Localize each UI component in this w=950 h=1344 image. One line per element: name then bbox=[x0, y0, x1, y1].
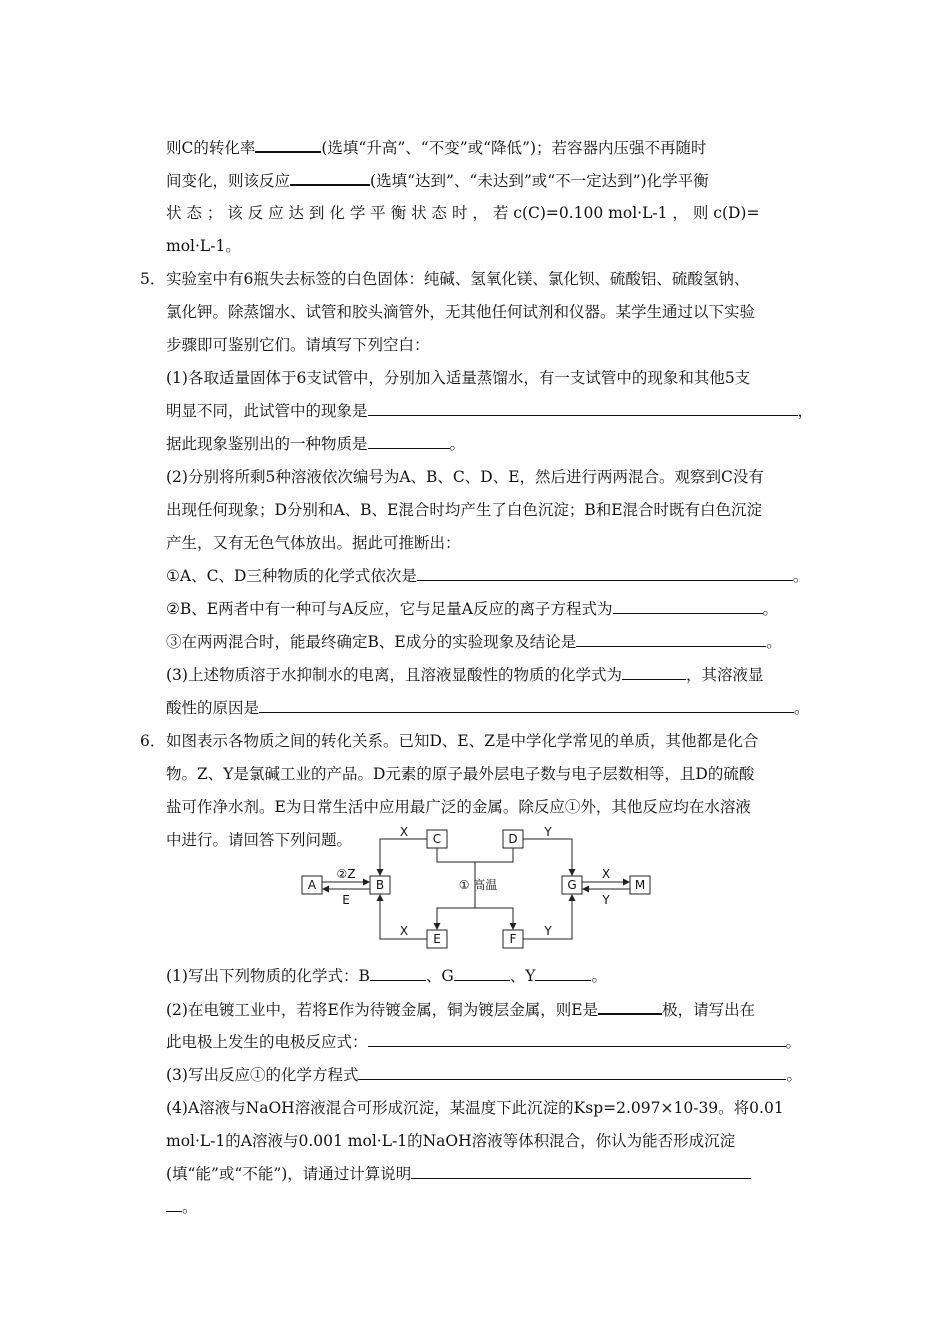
answer-blank[interactable] bbox=[368, 401, 798, 416]
svg-text:G: G bbox=[567, 878, 577, 892]
q6-part4-line-3: (填“能”或“不能”)，请通过计算说明 bbox=[166, 1164, 811, 1184]
answer-blank[interactable] bbox=[255, 137, 321, 153]
svg-text:E: E bbox=[342, 893, 350, 907]
q5-part3-line-1: (3)上述物质溶于水抑制水的电离，且溶液显酸性的物质的化学式为 ，其溶液显 bbox=[166, 666, 764, 684]
conversion-diagram bbox=[296, 824, 662, 952]
answer-blank[interactable] bbox=[417, 566, 793, 581]
q5-part2-line-1: (2)分别将所剩5种溶液依次编号为A、B、C、D、E，然后进行两两混合。观察到C没有 bbox=[166, 468, 764, 486]
q6-part1: (1)写出下列物质的化学式：B 、G 、Y 。 bbox=[166, 967, 607, 985]
q6-part4-line-1: (4)A溶液与NaOH溶液混合可形成沉淀，某温度下此沉淀的Ksp=2.097×10-39。将0.01 bbox=[166, 1099, 784, 1117]
q5-sub3: ③在两两混合时，能最终确定B、E成分的实验现象及结论是 。 bbox=[166, 633, 782, 651]
answer-blank[interactable] bbox=[454, 966, 510, 981]
answer-blank[interactable] bbox=[598, 999, 662, 1015]
svg-text:C: C bbox=[432, 832, 442, 846]
q6-part2-line-2: 此电极上发生的电极反应式： 。 bbox=[166, 1033, 802, 1051]
svg-text:X: X bbox=[601, 867, 611, 881]
q5-part2-line-3: 产生，又有无色气体放出。据此可推断出： bbox=[166, 534, 461, 552]
svg-text:E: E bbox=[433, 932, 441, 946]
q6-line-3: 盐可作净水剂。E为日常生活中应用最广泛的金属。除反应①外，其他反应均在水溶液 bbox=[166, 798, 751, 816]
answer-blank[interactable] bbox=[368, 434, 450, 449]
q5-part1-line-2: 明显不同，此试管中的现象是 ， bbox=[166, 402, 814, 420]
svg-text:Y: Y bbox=[544, 924, 552, 938]
answer-blank[interactable] bbox=[166, 1197, 182, 1212]
svg-text:②Z: ②Z bbox=[336, 867, 356, 881]
svg-text:X: X bbox=[399, 924, 409, 938]
q6-part2-line-1: (2)在电镀工业中，若将E作为待镀金属，铜为镀层金属，则E是 极，请写出在 bbox=[166, 1001, 756, 1019]
q6-line-4: 中进行。请回答下列问题。 bbox=[166, 831, 353, 849]
q5-line-1: 实验室中有6瓶失去标签的白色固体：纯碱、氢氧化镁、氯化钡、硫酸铝、硫酸氢钠、 bbox=[166, 270, 750, 288]
svg-text:F: F bbox=[509, 932, 517, 946]
q4-line-2: 间变化，则该反应 (选填“达到”、“未达到”或“不一定达到”)化学平衡 bbox=[166, 172, 709, 190]
q5-line-2: 氯化钾。除蒸馏水、试管和胶头滴管外，无其他任何试剂和仪器。某学生通过以下实验 bbox=[166, 303, 756, 321]
q6-part4-line-4: 。 bbox=[166, 1197, 811, 1217]
q5-part1-line-1: (1)各取适量固体于6支试管中，分别加入适量蒸馏水，有一支试管中的现象和其他5支 bbox=[166, 369, 751, 387]
question-number: 5． bbox=[140, 270, 166, 288]
svg-text:A: A bbox=[307, 878, 317, 892]
q4-line-4: mol·L-1。 bbox=[166, 237, 241, 255]
answer-blank[interactable] bbox=[358, 1065, 786, 1080]
q5-line-3: 步骤即可鉴别它们。请填写下列空白： bbox=[166, 336, 430, 354]
answer-blank[interactable] bbox=[411, 1164, 751, 1179]
svg-text:Y: Y bbox=[544, 825, 552, 839]
answer-blank[interactable] bbox=[622, 665, 686, 680]
svg-text:M: M bbox=[634, 878, 646, 892]
q5-part3-line-2: 酸性的原因是 。 bbox=[166, 699, 810, 717]
svg-text:B: B bbox=[375, 878, 385, 892]
q5-sub2: ②B、E两者中有一种可与A反应，它与足量A反应的离子方程式为 。 bbox=[166, 600, 779, 618]
q6-part3: (3)写出反应①的化学方程式 。 bbox=[166, 1066, 802, 1084]
answer-blank[interactable] bbox=[290, 170, 370, 186]
q5-part2-line-2: 出现任何现象；D分别和A、B、E混合时均产生了白色沉淀；B和E混合时既有白色沉淀 bbox=[166, 501, 763, 519]
question-number: 6． bbox=[140, 732, 166, 750]
q5-sub1: ①A、C、D三种物质的化学式依次是 。 bbox=[166, 567, 809, 585]
q4-line-1: 则C的转化率 (选填“升高”、“不变”或“降低”)；若容器内压强不再随时 bbox=[166, 139, 707, 157]
q4-line-3: 状 态 ； 该 反 应 达 到 化 学 平 衡 状 态 时 ， 若 c(C)=0.100 mol·L-1 ， 则 c(D)= bbox=[166, 204, 760, 222]
answer-blank[interactable] bbox=[259, 698, 794, 713]
q5-part1-line-3: 据此现象鉴别出的一种物质是 。 bbox=[166, 435, 466, 453]
svg-text:D: D bbox=[508, 832, 518, 846]
q6-part4-line-2: mol·L-1的A溶液与0.001 mol·L-1的NaOH溶液等体积混合，你认为能否形成沉淀 bbox=[166, 1132, 736, 1150]
svg-text:Y: Y bbox=[602, 893, 610, 907]
svg-text:X: X bbox=[399, 825, 409, 839]
answer-blank[interactable] bbox=[613, 599, 763, 614]
answer-blank[interactable] bbox=[576, 632, 766, 647]
answer-blank[interactable] bbox=[370, 966, 426, 981]
svg-text:① 高温: ① 高温 bbox=[458, 878, 498, 892]
answer-blank[interactable] bbox=[535, 966, 591, 981]
answer-blank[interactable] bbox=[368, 1032, 786, 1047]
q6-line-1: 如图表示各物质之间的转化关系。已知D、E、Z是中学化学常见的单质，其他都是化合 bbox=[166, 732, 759, 750]
q6-line-2: 物。Z、Y是氯碱工业的产品。D元素的原子最外层电子数与电子层数相等，且D的硫酸 bbox=[166, 765, 755, 783]
